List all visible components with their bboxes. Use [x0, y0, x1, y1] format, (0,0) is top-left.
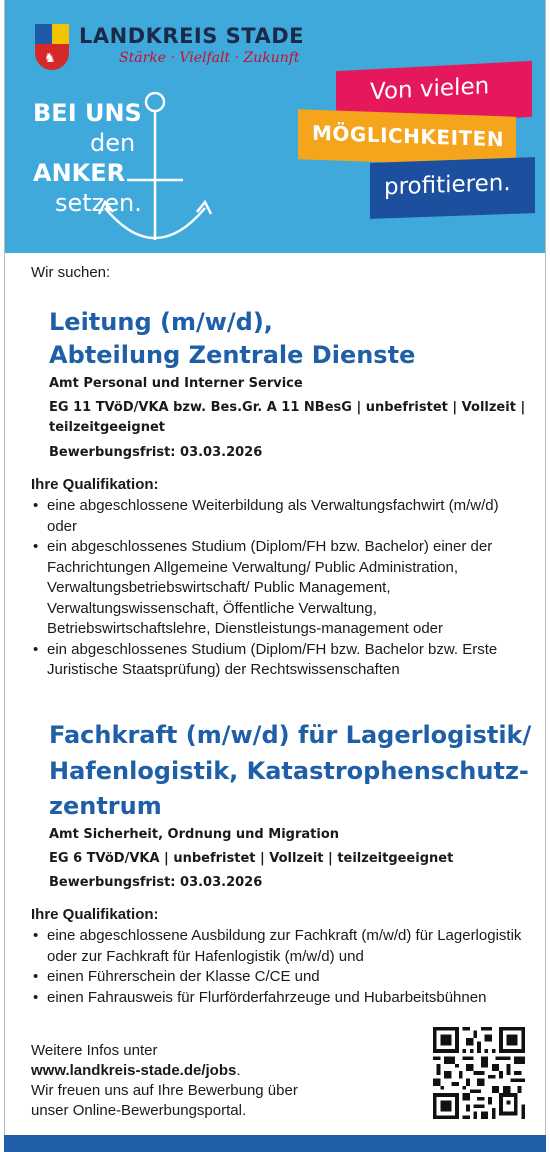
job2-department: Amt Sicherheit, Ordnung und Migration — [49, 827, 340, 842]
list-item: • einen Führerschein der Klasse C/CE und — [31, 967, 531, 988]
job1-deadline: Bewerbungsfrist: 03.03.2026 — [49, 445, 263, 460]
job1-terms-line-2: teilzeitgeeignet — [49, 420, 165, 435]
job2-title-line-2: Hafenlogistik, Katastrophenschutz- — [49, 757, 529, 785]
job1-qualification-heading: Ihre Qualifikation: — [31, 476, 159, 493]
job1-department: Amt Personal und Interner Service — [49, 376, 303, 391]
jobs-link-suffix: . — [236, 1062, 241, 1079]
info-line-4: unser Online-Bewerbungsportal. — [31, 1102, 247, 1119]
list-item: • ein abgeschlossenes Studium (Diplom/FH bzw. Bachelor) einer der Fachrichtungen Allgemeine Verwaltung/ Public Administration, Verwaltungsbetriebswirtschaft/ Public Management, Verwaltungswissenschaft, Öffentliche Verwaltung, Betriebswirtschaftslehre, Dienstleistungs-management oder — [31, 537, 531, 640]
slogan-line-1: BEI UNS — [33, 99, 142, 127]
list-item: • eine abgeschlossene Weiterbildung als Verwaltungsfachwirt (m/w/d) oder — [31, 496, 531, 537]
slogan — [33, 98, 142, 218]
qr-code-icon[interactable] — [433, 1027, 525, 1119]
slogan-line-4: setzen. — [55, 189, 142, 217]
contact-info — [31, 1041, 298, 1121]
jobs-link[interactable]: www.landkreis-stade.de/jobs — [31, 1062, 237, 1079]
job1-qualification-list — [31, 496, 531, 681]
claim-card-pink-text: Von vielen — [370, 73, 490, 106]
org-name: LANDKREIS STADE — [79, 24, 305, 48]
job2-terms: EG 6 TVöD/VKA | unbefristet | Vollzeit | teilzeitgeeignet — [49, 851, 454, 866]
logo[interactable] — [35, 24, 304, 70]
header-banner — [4, 0, 546, 253]
claim-card-navy — [370, 157, 535, 219]
job2-title-line-1: Fachkraft (m/w/d) für Lagerlogistik/ — [49, 721, 532, 749]
claim-card-navy-text: profitieren. — [384, 169, 511, 201]
job1-title-line-1: Leitung (m/w/d), — [49, 308, 273, 336]
job2-deadline: Bewerbungsfrist: 03.03.2026 — [49, 875, 263, 890]
slogan-line-2: den — [90, 129, 136, 157]
job-listing-body — [4, 253, 546, 1135]
coat-of-arms-icon: ♞ — [35, 24, 69, 70]
job2-qualification-heading: Ihre Qualifikation: — [31, 906, 159, 923]
claim-card-orange-text: MÖGLICHKEITEN — [312, 120, 505, 152]
intro-text: Wir suchen: — [31, 264, 111, 281]
job1-terms-line-1: EG 11 TVöD/VKA bzw. Bes.Gr. A 11 NBesG | unbefristet | Vollzeit | — [49, 400, 526, 415]
job2-qualification-list — [31, 926, 531, 1008]
slogan-line-3: ANKER — [33, 159, 126, 187]
list-item: • einen Fahrausweis für Flurförderfahrzeuge und Hubarbeitsbühnen — [31, 988, 531, 1009]
info-line-3: Wir freuen uns auf Ihre Bewerbung über — [31, 1082, 298, 1099]
job2-title-line-3: zentrum — [49, 792, 162, 820]
job1-title-line-2: Abteilung Zentrale Dienste — [49, 341, 416, 369]
list-item: • ein abgeschlossenes Studium (Diplom/FH bzw. Bachelor bzw. Erste Juristische Staatsprüfung) der Rechtswissenschaften — [31, 640, 531, 681]
info-line-1: Weitere Infos unter — [31, 1042, 158, 1059]
footer-bar — [4, 1135, 546, 1152]
org-claim: Stärke · Vielfalt · Zukunft — [119, 50, 300, 66]
list-item: • eine abgeschlossene Ausbildung zur Fachkraft (m/w/d) für Lagerlogistik oder zur Fachkraft für Hafenlogistik (m/w/d) und — [31, 926, 531, 967]
